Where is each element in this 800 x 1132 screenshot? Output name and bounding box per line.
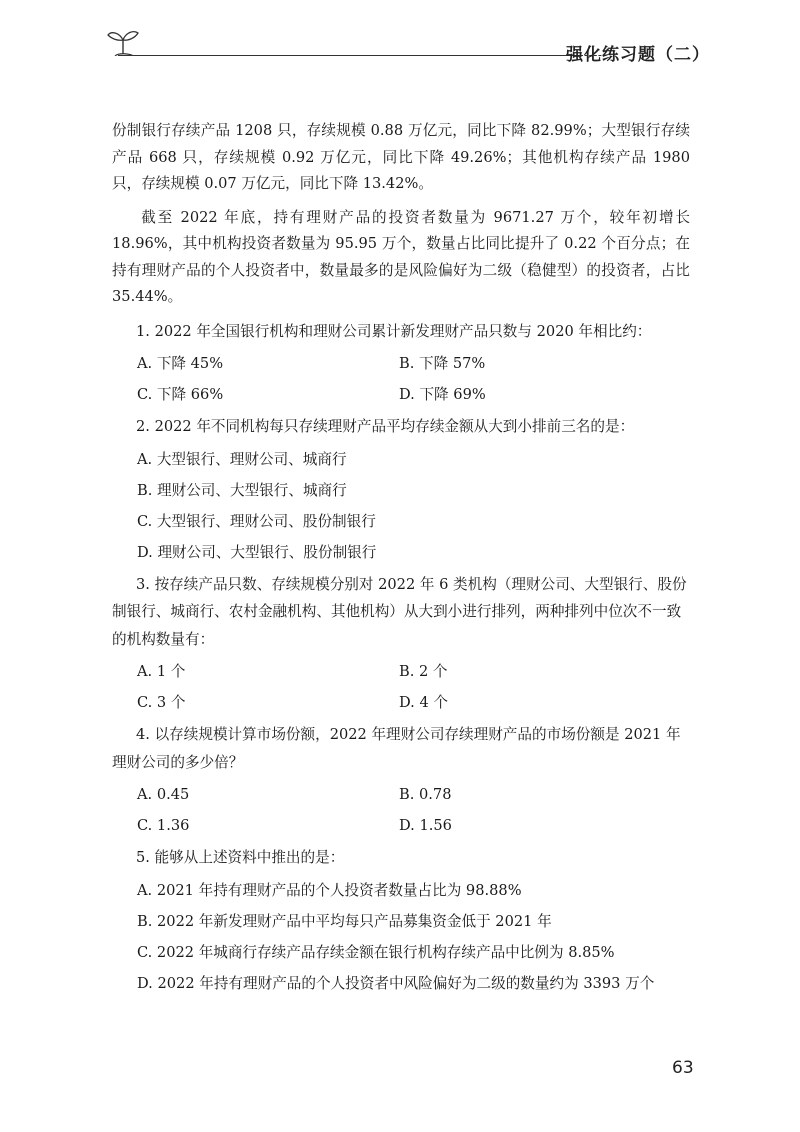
- header-rule: [118, 55, 580, 56]
- question-1-option-c[interactable]: C. 下降 66%: [137, 386, 224, 403]
- question-3-options: [112, 658, 690, 716]
- passage-paragraph-2: 截至 2022 年底，持有理财产品的投资者数量为 9671.27 万个，较年初增长 18.96%，其中机构投资者数量为 95.95 万个，数量占比同比提升了 0.22 个百分点；在持有理财产品的个人投资者中，数量最多的是风险偏好为二级（稳健型）的投资者，占比 35.44%。: [112, 208, 690, 305]
- page-number: 63: [672, 1058, 694, 1078]
- page-content: [112, 118, 690, 1002]
- question-4-option-c[interactable]: C. 1.36: [137, 817, 190, 834]
- question-2-options: [112, 446, 690, 566]
- question-5-option-d[interactable]: D. 2022 年持有理财产品的个人投资者中风险偏好为二级的数量约为 3393 万个: [137, 974, 655, 992]
- question-1-option-d[interactable]: D. 下降 69%: [399, 386, 486, 403]
- question-3-option-b[interactable]: B. 2 个: [399, 663, 448, 680]
- question-3-option-d[interactable]: D. 4 个: [399, 694, 448, 711]
- question-4-option-b[interactable]: B. 0.78: [399, 786, 452, 803]
- header-title: 强化练习题（二）: [566, 45, 710, 65]
- question-2-stem: 2. 2022 年不同机构每只存续理财产品平均存续金额从大到小排前三名的是：: [136, 418, 635, 435]
- sprout-icon: [106, 26, 140, 56]
- question-3-option-c[interactable]: C. 3 个: [137, 694, 186, 711]
- page-header: [100, 26, 710, 76]
- question-1-option-b[interactable]: B. 下降 57%: [399, 355, 486, 372]
- passage-paragraph-1: 份制银行存续产品 1208 只，存续规模 0.88 万亿元，同比下降 82.99%；大型银行存续产品 668 只，存续规模 0.92 万亿元，同比下降 49.26%；其他机构存续产品 1980 只，存续规模 0.07 万亿元，同比下降 13.42%。: [112, 122, 690, 192]
- question-2-option-c[interactable]: C. 大型银行、理财公司、股份制银行: [137, 512, 376, 530]
- question-2-option-b[interactable]: B. 理财公司、大型银行、城商行: [137, 481, 347, 499]
- question-4-options: [112, 781, 690, 839]
- question-2-option-d[interactable]: D. 理财公司、大型银行、股份制银行: [137, 543, 377, 561]
- question-4-option-a[interactable]: A. 0.45: [137, 786, 190, 803]
- question-3-stem: 3. 按存续产品只数、存续规模分别对 2022 年 6 类机构（理财公司、大型银行、股份制银行、城商行、农村金融机构、其他机构）从大到小进行排列，两种排列中位次不一致的机构数量有：: [112, 575, 687, 648]
- question-5-options: [112, 877, 690, 997]
- question-1-stem: 1. 2022 年全国银行机构和理财公司累计新发理财产品只数与 2020 年相比约：: [136, 322, 652, 340]
- question-4-stem: 4. 以存续规模计算市场份额，2022 年理财公司存续理财产品的市场份额是 2021 年理财公司的多少倍？: [112, 726, 681, 771]
- question-5-option-b[interactable]: B. 2022 年新发理财产品中平均每只产品募集资金低于 2021 年: [137, 912, 552, 930]
- question-5-option-c[interactable]: C. 2022 年城商行存续产品存续金额在银行机构存续产品中比例为 8.85%: [137, 943, 615, 961]
- question-5-stem: 5. 能够从上述资料中推出的是：: [136, 849, 345, 866]
- question-5-option-a[interactable]: A. 2021 年持有理财产品的个人投资者数量占比为 98.88%: [137, 881, 522, 899]
- question-3-option-a[interactable]: A. 1 个: [137, 663, 186, 680]
- question-1-options: [112, 350, 690, 408]
- question-1-option-a[interactable]: A. 下降 45%: [137, 355, 224, 372]
- question-4-option-d[interactable]: D. 1.56: [399, 817, 452, 834]
- question-2-option-a[interactable]: A. 大型银行、理财公司、城商行: [137, 450, 347, 468]
